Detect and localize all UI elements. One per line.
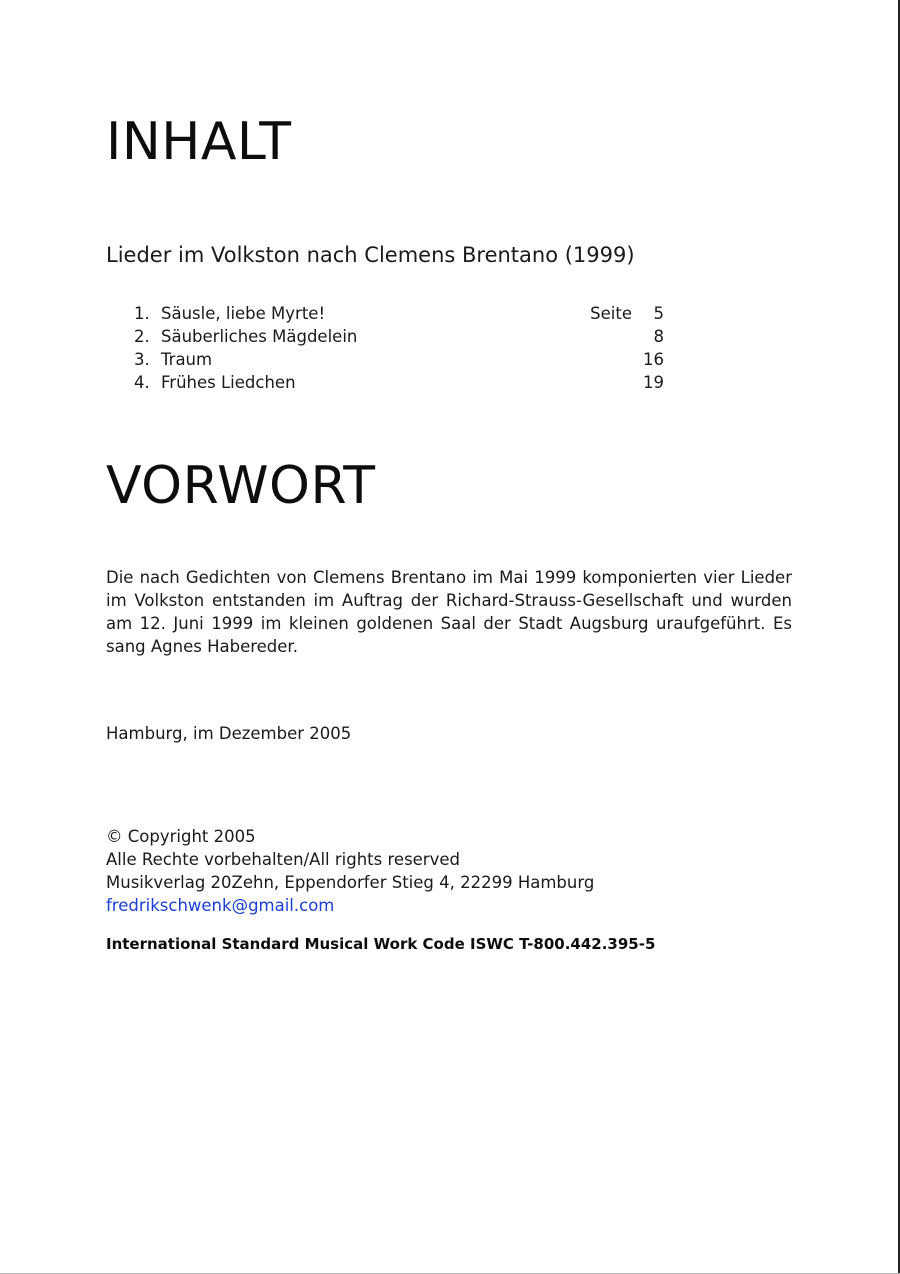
toc-number: 2. bbox=[134, 327, 150, 346]
toc-page-number: 5 bbox=[653, 304, 664, 323]
foreword-heading: VORWORT bbox=[106, 456, 376, 516]
table-of-contents bbox=[134, 302, 664, 394]
foreword-paragraph: Die nach Gedichten von Clemens Brentano im Mai 1999 komponierten vier Lieder im Volkston entstanden im Auftrag der Richard-Strauss-Gesellschaft und wurden am 12. Juni 1999 im kleinen goldenen Saal der Stadt Augsburg uraufgeführt. Es sang Agnes Habereder. bbox=[106, 568, 792, 656]
place-date: Hamburg, im Dezember 2005 bbox=[106, 724, 352, 743]
toc-row bbox=[134, 325, 664, 348]
toc-number: 1. bbox=[134, 304, 150, 323]
email-link[interactable]: fredrikschwenk@gmail.com bbox=[106, 896, 335, 915]
toc-seite-label: Seite bbox=[590, 304, 632, 323]
publisher-address: Musikverlag 20Zehn, Eppendorfer Stieg 4, 22299 Hamburg bbox=[106, 873, 595, 892]
toc-row bbox=[134, 371, 664, 394]
toc-title: Säusle, liebe Myrte! bbox=[161, 304, 326, 323]
toc-number: 4. bbox=[134, 373, 150, 392]
copyright-block bbox=[106, 825, 594, 917]
toc-row bbox=[134, 348, 664, 371]
work-title: Lieder im Volkston nach Clemens Brentano (1999) bbox=[106, 243, 635, 267]
toc-number: 3. bbox=[134, 350, 150, 369]
toc-title: Säuberliches Mägdelein bbox=[161, 327, 358, 346]
copyright-line: © Copyright 2005 bbox=[106, 827, 256, 846]
iswc-code: International Standard Musical Work Code ISWC T-800.442.395-5 bbox=[106, 935, 656, 953]
toc-page-number: 16 bbox=[643, 350, 664, 369]
toc-page-number: 19 bbox=[643, 373, 664, 392]
toc-row bbox=[134, 302, 664, 325]
toc-title: Traum bbox=[161, 350, 213, 369]
contents-heading: INHALT bbox=[106, 112, 292, 172]
toc-page-number: 8 bbox=[653, 327, 664, 346]
rights-line: Alle Rechte vorbehalten/All rights reserved bbox=[106, 850, 460, 869]
toc-title: Frühes Liedchen bbox=[161, 373, 296, 392]
